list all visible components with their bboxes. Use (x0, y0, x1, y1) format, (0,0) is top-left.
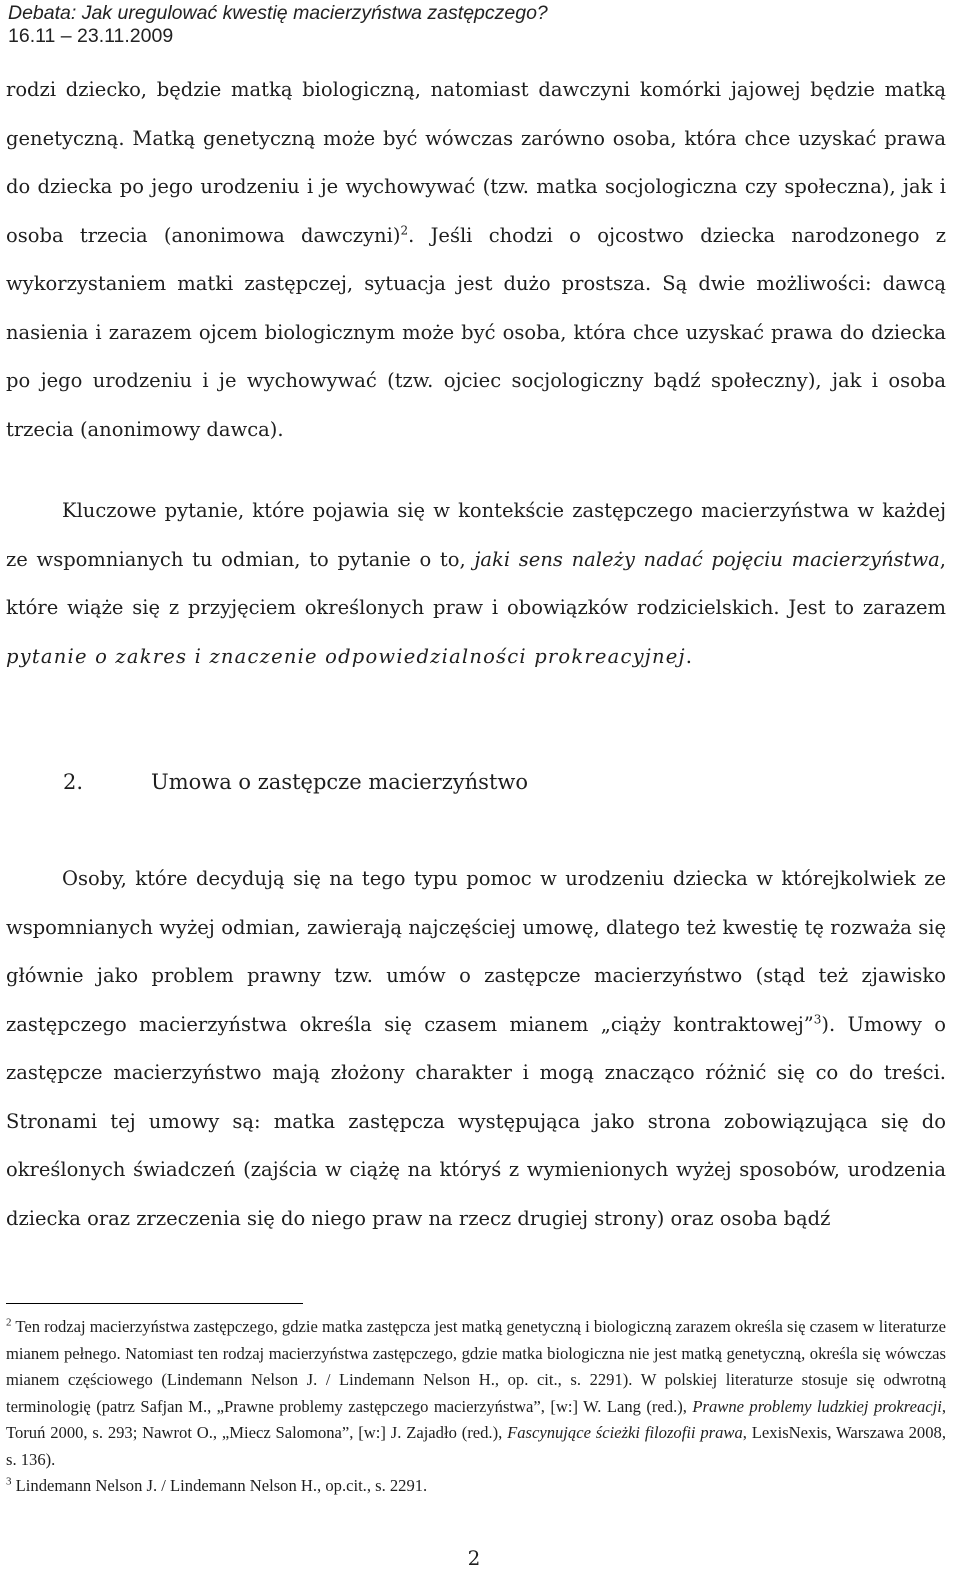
document-header (8, 2, 948, 48)
paragraph-2-italic-b: pytanie o zakres i znaczenie odpowiedzialności prokreacyjnej (6, 644, 686, 668)
section-heading (63, 770, 528, 794)
paragraph-2 (6, 487, 946, 681)
footnote-2-mark: 2 (6, 1316, 12, 1329)
paragraph-3-text-b: ). Umowy o zastępcze macierzyństwo mają złożony charakter i mogą znacząco różnić się co do treści. Stronami tej umowy są: matka zastępcza występująca jako strona zobowiązująca się do określonych świadczeń (zajścia w ciążę na któryś z wymienionych wyżej sposobów, urodzenia dziecka oraz zrzeczenia się do niego praw na rzecz drugiej strony) oraz osoba bądź (6, 1012, 946, 1230)
footnote-2-text-b: , Toruń 2000, s. 293; Nawrot O., „Miecz Salomona”, [w:] J. Zajadło (red.), (6, 1396, 947, 1442)
footnote-2-italic-b: Fascynujące ścieżki filozofii prawa (507, 1423, 743, 1442)
footnote-3-mark: 3 (6, 1475, 12, 1488)
section-title: Umowa o zastępcze macierzyństwo (151, 770, 529, 794)
paragraph-3-text-a: Osoby, które decydują się na tego typu pomoc w urodzeniu dziecka w którejkolwiek ze wspomnianych wyżej odmian, zawierają najczęściej umowę, dlatego też kwestię tę rozważa się głównie jako problem prawny tzw. umów o zastępcze macierzyństwo (stąd też zjawisko zastępczego macierzyństwa określa się czasem mianem „ciąży kontraktowej” (6, 867, 946, 1036)
paragraph-2-text-a: Kluczowe pytanie, które pojawia się w kontekście zastępczego macierzyństwa w każdej ze wspomnianych tu odmian, to pytanie o to, (6, 499, 946, 571)
paragraph-2-italic-a: jaki sens należy nadać pojęciu macierzyństwa (474, 547, 940, 571)
header-title: Debata: Jak uregulować kwestię macierzyństwa zastępczego? (8, 2, 548, 24)
footnote-3-text: Lindemann Nelson J. / Lindemann Nelson H., op.cit., s. 2291. (11, 1476, 428, 1495)
page-number: 2 (467, 1546, 481, 1570)
paragraph-1 (6, 66, 946, 454)
section-number: 2. (63, 770, 84, 794)
paragraph-3 (6, 855, 946, 1243)
footnote-2 (6, 1314, 946, 1473)
header-dates: 16.11 – 23.11.2009 (8, 25, 174, 47)
footnote-2-text-c: , LexisNexis, Warszawa 2008, s. 136). (6, 1423, 946, 1469)
paragraph-1-text-b: . Jeśli chodzi o ojcostwo dziecka narodzonego z wykorzystaniem matki zastępczej, sytuacja jest dużo prostsza. Są dwie możliwości: dawcą nasienia i zarazem ojcem biologicznym może być osoba, która chce uzyskać prawa do dziecka po jego urodzeniu i je wychowywać (tzw. ojciec socjologiczny bądź społeczny), jak i osoba trzecia (anonimowy dawca). (6, 223, 946, 441)
footnote-2-italic-a: Prawne problemy ludzkiej prokreacji (692, 1396, 942, 1416)
footnotes (6, 1314, 946, 1500)
paragraph-1-text-a: rodzi dziecko, będzie matką biologiczną, natomiast dawczyni komórki jajowej będzie matką genetyczną. Matką genetyczną może być wówczas zarówno osoba, która chce uzyskać prawa do dziecka po jego urodzeniu i je wychowywać (tzw. matka socjologiczna czy społeczna), jak i osoba trzecia (anonimowa dawczyni) (6, 78, 946, 247)
footnote-separator (6, 1303, 303, 1304)
footnote-ref-3[interactable]: 3 (813, 1012, 822, 1026)
footnote-3 (6, 1473, 946, 1500)
paragraph-2-text-b: , które wiąże się z przyjęciem określonych praw i obowiązków rodzicielskich. Jest to zarazem (6, 547, 946, 619)
footnote-2-text-a: Ten rodzaj macierzyństwa zastępczego, gdzie matka zastępcza jest matką genetyczną i biologiczną zarazem określa się czasem w literaturze mianem pełnego. Natomiast ten rodzaj macierzyństwa zastępczego, gdzie matka biologiczna nie jest matką genetyczną, określa się wówczas mianem częściowego (Lindemann Nelson J. / Lindemann Nelson H., op. cit., s. 2291). W polskiej literaturze stosuje się odwrotną terminologię (patrz Safjan M., „Prawne problemy zastępczego macierzyństwa”, [w:] W. Lang (red.), (6, 1317, 946, 1416)
paragraph-2-text-c: . (685, 644, 692, 668)
footnote-ref-2[interactable]: 2 (400, 223, 409, 237)
